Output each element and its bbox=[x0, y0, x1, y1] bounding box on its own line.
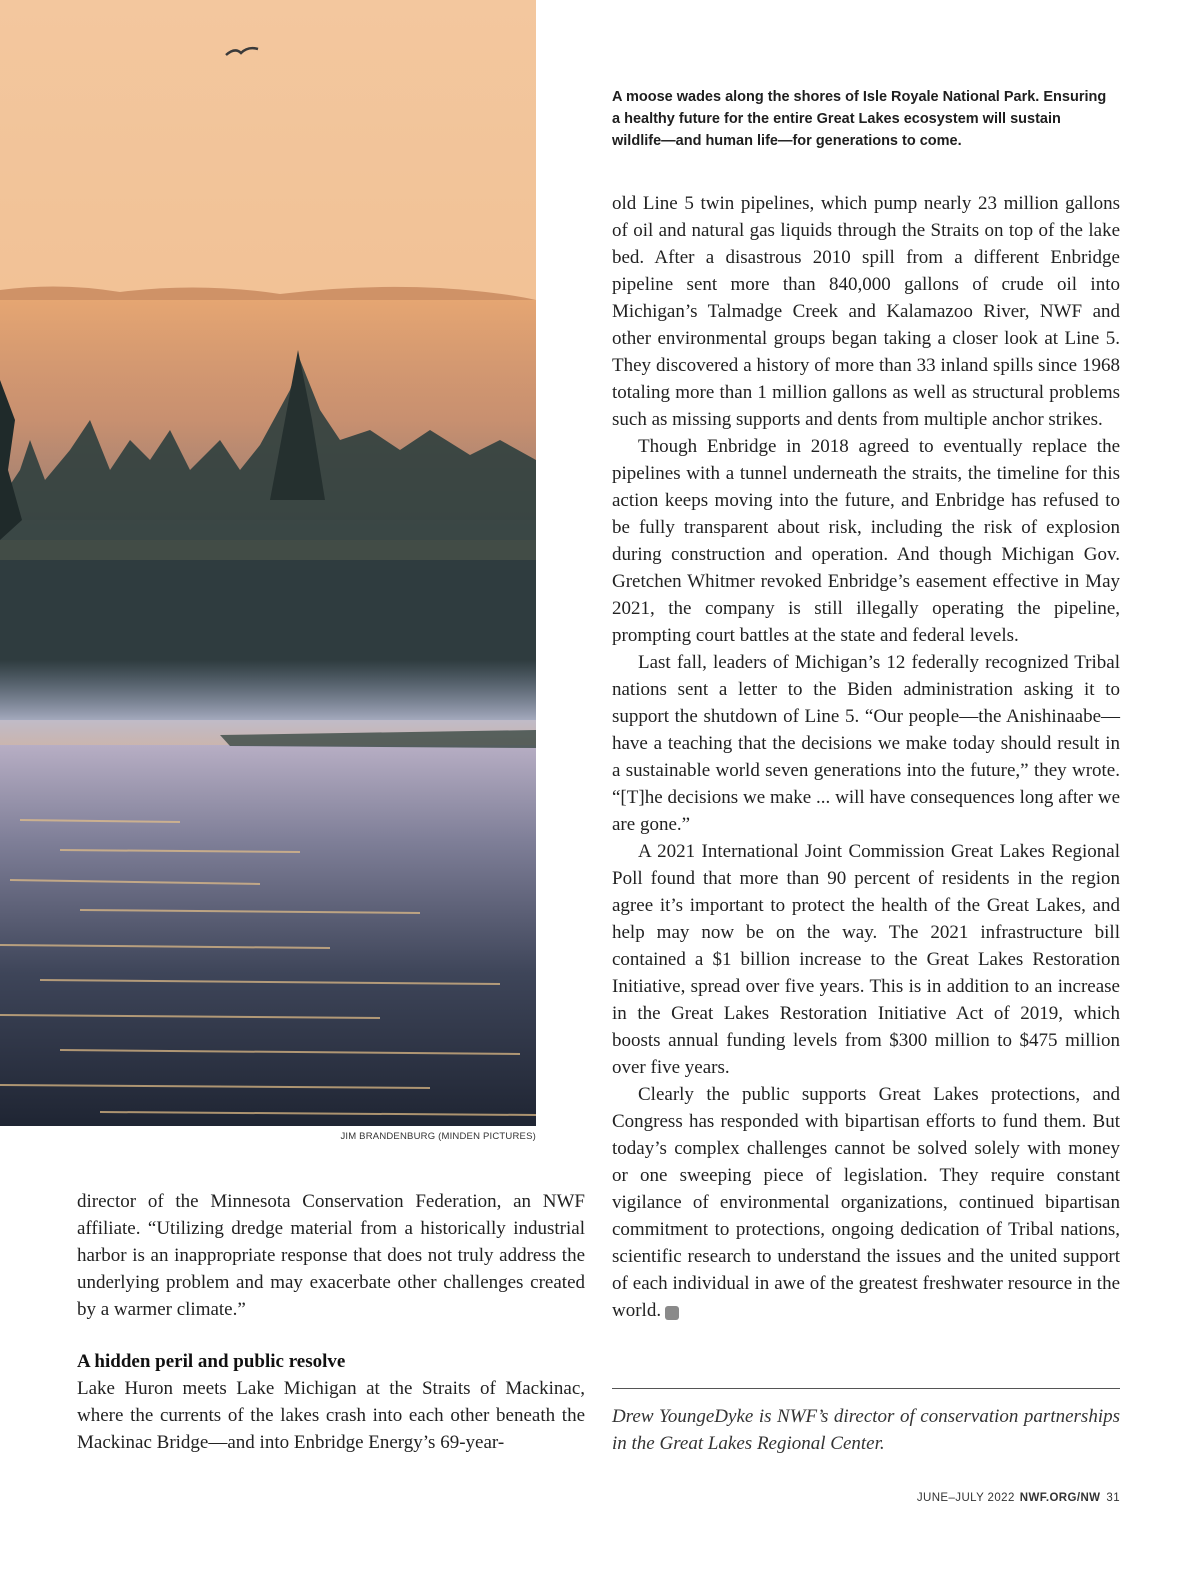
section-heading: A hidden peril and public resolve bbox=[77, 1351, 346, 1372]
author-bio: Drew YoungeDyke is NWF’s director of conservation partnerships in the Great Lakes Regional Center. bbox=[612, 1406, 1120, 1454]
issue-date: JUNE–JULY 2022 bbox=[916, 1492, 1015, 1504]
body-paragraph: Lake Huron meets Lake Michigan at the Straits of Mackinac, where the currents of the lakes crash into each other beneath the Mackinac Bridge—and into Enbridge Energy’s 69-year- bbox=[77, 1378, 585, 1453]
body-paragraph: Though Enbridge in 2018 agreed to eventually replace the pipelines with a tunnel underneath the straits, the timeline for this action keeps moving into the future, and Enbridge has refused to be fully transparent about risk, including the risk of explosion during construction and operation. And though Michigan Gov. Gretchen Whitmer revoked Enbridge’s easement effective in May 2021, the company is still illegally operating the pipeline, prompting court battles at the state and federal levels. bbox=[612, 436, 1120, 646]
end-mark-icon: W bbox=[665, 1306, 679, 1320]
lake-photo bbox=[0, 0, 536, 1126]
page-footer bbox=[917, 1492, 1120, 1504]
divider bbox=[612, 1388, 1120, 1389]
body-paragraph: director of the Minnesota Conservation Federation, an NWF affiliate. “Utilizing dredge material from a historically industrial harbor is an inappropriate response that does not truly address the underlying problem and may exacerbate other challenges created by a warmer climate.” bbox=[77, 1191, 585, 1320]
right-column bbox=[612, 190, 1120, 1324]
body-paragraph: old Line 5 twin pipelines, which pump nearly 23 million gallons of oil and natural gas liquids through the Straits on top of the lake bed. After a disastrous 2010 spill from a different Enbridge pipeline sent more than 840,000 gallons of crude oil into Michigan’s Talmadge Creek and Kalamazoo River, NWF and other environmental groups began taking a closer look at Line 5. They discovered a history of more than 33 inland spills since 1968 totaling more than 1 million gallons as well as structural problems such as missing supports and dents from multiple anchor strikes. bbox=[612, 193, 1120, 430]
photo-caption: A moose wades along the shores of Isle Royale National Park. Ensuring a healthy future for the entire Great Lakes ecosystem will sustain wildlife—and human life—for generations to come. bbox=[612, 89, 1107, 149]
body-paragraph: Last fall, leaders of Michigan’s 12 federally recognized Tribal nations sent a letter to the Biden administration asking it to support the shutdown of Line 5. “Our people—the Anishinaabe—have a teaching that the decisions we make today should result in a sustainable world seven generations into the future,” they wrote. “[T]he decisions we make ... will have consequences long after we are gone.” bbox=[612, 652, 1120, 835]
photo-credit: JIM BRANDENBURG (MINDEN PICTURES) bbox=[340, 1131, 536, 1142]
page-number: 31 bbox=[1106, 1492, 1120, 1504]
body-paragraph-last bbox=[612, 1081, 1120, 1324]
body-paragraph-text: Clearly the public supports Great Lakes protections, and Congress has responded with bipartisan efforts to fund them. But today’s complex challenges cannot be solved solely with money or one sweeping piece of legislation. They require constant vigilance of environmental organizations, continued bipartisan commitment to protections, ongoing dedication of Tribal nations, scientific research to understand the issues and the united support of each individual in awe of the greatest freshwater resource in the world. bbox=[612, 1084, 1120, 1321]
left-column bbox=[77, 1188, 585, 1456]
body-paragraph: A 2021 International Joint Commission Great Lakes Regional Poll found that more than 90 percent of residents in the region agree it’s important to protect the health of the Great Lakes, and help may now be on the way. The 2021 infrastructure bill contained a $1 billion increase to the Great Lakes Restoration Initiative, spread over five years. This is in addition to an increase in the Great Lakes Restoration Initiative Act of 2019, which boosts annual funding levels from $300 million to $475 million over five years. bbox=[612, 841, 1120, 1078]
site-url: NWF.ORG/NW bbox=[1019, 1492, 1101, 1504]
misty-lake-forest-photo bbox=[0, 0, 536, 1126]
